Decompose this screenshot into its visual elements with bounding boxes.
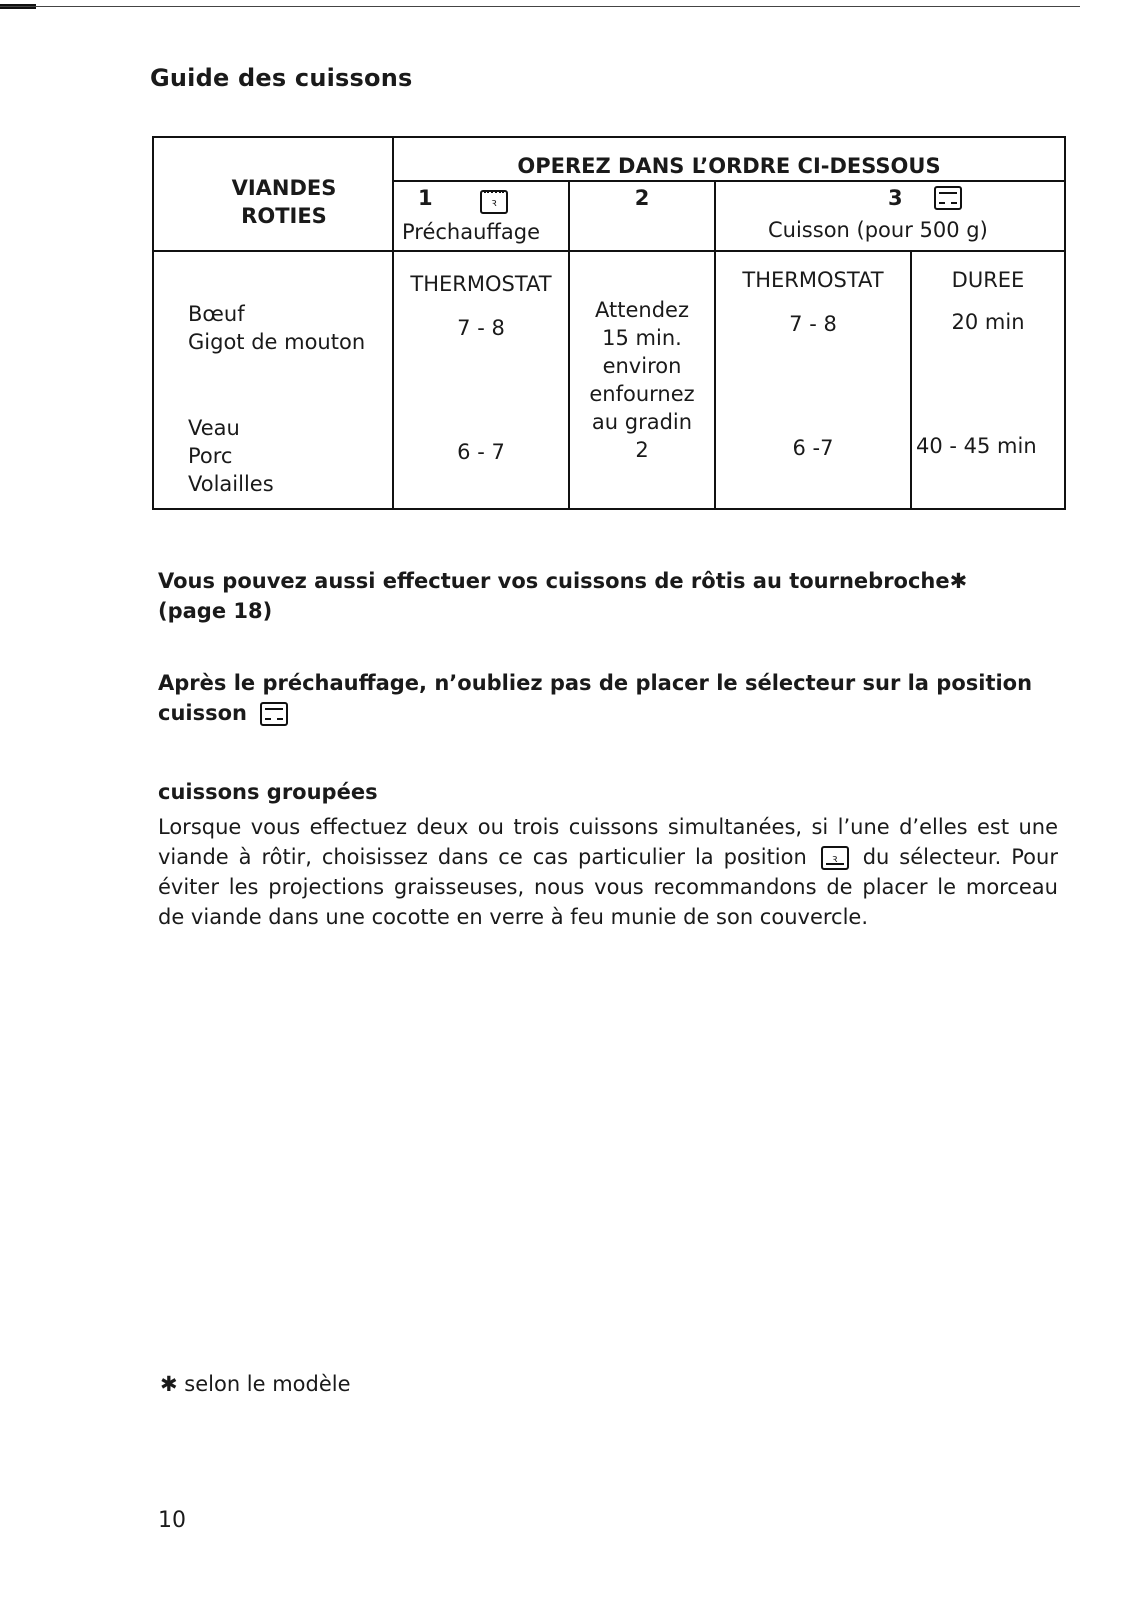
step2-line6: 2 <box>635 438 649 462</box>
meat-boeuf: Bœuf <box>188 302 245 326</box>
grouped-heading: cuissons groupées <box>158 780 378 804</box>
preheat-note-line2-wrap <box>158 698 1058 728</box>
col3-header: THERMOSTAT <box>742 268 884 292</box>
duration-group1: 20 min <box>951 310 1025 334</box>
page-number: 10 <box>158 1508 186 1533</box>
thermo1-group2: 6 - 7 <box>457 440 505 464</box>
header-viandes-line2: ROTIES <box>241 204 327 228</box>
step2-line4: enfournez <box>589 382 695 406</box>
conventional-oven-icon <box>934 186 962 210</box>
meat-gigot: Gigot de mouton <box>188 330 366 354</box>
preheat-note <box>158 668 1058 728</box>
conventional-oven-icon <box>260 702 288 726</box>
grouped-text-part2: du sélecteur. Pour éviter les projections graisseuses, nous vous recommandons de placer le morceau de viande dans une cocotte en verre à feu munie de son couvercle. <box>158 845 1058 929</box>
header-viandes-line1: VIANDES <box>231 176 337 200</box>
meat-veau: Veau <box>188 416 240 440</box>
rotisserie-note-line2: (page 18) <box>158 599 273 623</box>
thermo3-group2: 6 -7 <box>792 436 834 460</box>
step1-number: 1 <box>418 186 433 210</box>
col1-header: THERMOSTAT <box>410 272 552 296</box>
thermo3-group1: 7 - 8 <box>789 312 837 336</box>
rotisserie-note <box>158 566 1058 626</box>
meat-volailles: Volailles <box>188 472 274 496</box>
step2-line2: 15 min. <box>602 326 682 350</box>
header-operez: OPEREZ DANS L’ORDRE CI-DESSOUS <box>517 154 941 178</box>
footnote: ✱ selon le modèle <box>160 1372 351 1396</box>
thermo1-group1: 7 - 8 <box>457 316 505 340</box>
preheat-note-line1: Après le préchauffage, n’oubliez pas de placer le sélecteur sur la position <box>158 671 1033 695</box>
rotisserie-note-line1: Vous pouvez aussi effectuer vos cuissons de rôtis au tournebroche✱ <box>158 569 968 593</box>
meats-group2 <box>188 414 274 498</box>
step3-label: Cuisson (pour 500 g) <box>768 218 988 242</box>
table-rule-header <box>154 250 1064 252</box>
duration-group2: 40 - 45 min <box>916 434 1037 458</box>
header-rule <box>0 6 1080 7</box>
step2-line3: environ <box>602 354 682 378</box>
meat-porc: Porc <box>188 444 233 468</box>
fan-oven-icon: ꝛ <box>821 846 849 870</box>
fan-oven-icon: ꝛ <box>480 190 508 214</box>
preheat-note-line2: cuisson <box>158 701 247 725</box>
page-title: Guide des cuissons <box>150 64 413 92</box>
header-viandes <box>194 174 374 230</box>
step3-number: 3 <box>888 186 903 210</box>
step1-label: Préchauffage <box>402 220 541 244</box>
step2-line1: Attendez <box>595 298 689 322</box>
step2-instruction <box>570 296 714 464</box>
meats-group1 <box>188 300 365 356</box>
step2-line5: au gradin <box>591 410 693 434</box>
col4-header: DUREE <box>951 268 1025 292</box>
step2-number: 2 <box>634 186 650 210</box>
table-rule-operez <box>394 180 1064 182</box>
cooking-table <box>152 136 1066 510</box>
grouped-text-part1: Lorsque vous effectuez deux ou trois cuissons simultanées, si l’une d’elles est une viande à rôtir, choisissez dans ce cas particulier la position <box>158 815 1058 869</box>
grouped-text <box>158 812 1058 932</box>
